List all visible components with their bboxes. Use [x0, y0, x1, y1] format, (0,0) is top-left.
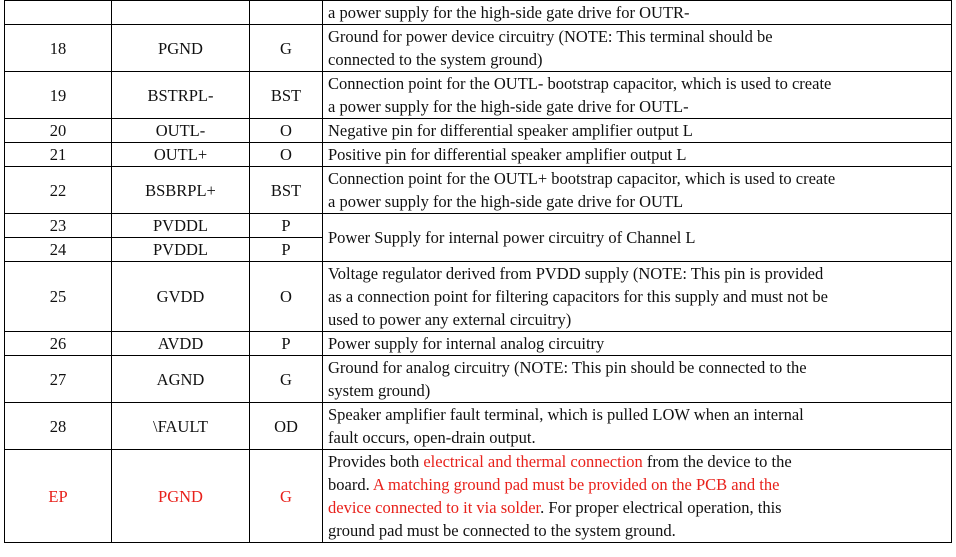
pin-description-cell — [323, 72, 952, 119]
pin-name-cell: AVDD — [112, 332, 250, 356]
table-row — [5, 25, 952, 72]
description-line — [328, 450, 946, 473]
table-row — [5, 143, 952, 167]
pin-type-cell: BST — [250, 72, 323, 119]
description-highlight-text: device connected to it via solder — [328, 498, 541, 517]
pin-number-cell: 23 — [5, 214, 112, 238]
table-row — [5, 72, 952, 119]
table-row — [5, 119, 952, 143]
description-line: Connection point for the OUTL+ bootstrap capacitor, which is used to create — [328, 169, 836, 188]
description-line: Ground for power device circuitry (NOTE: This terminal should be — [328, 27, 773, 46]
description-line: Power supply for internal analog circuitry — [328, 334, 605, 353]
table-row — [5, 262, 952, 332]
pin-name-cell: OUTL- — [112, 119, 250, 143]
pin-description-cell — [323, 119, 952, 143]
description-text: board. — [328, 475, 373, 494]
pin-name-cell: BSTRPL- — [112, 72, 250, 119]
pin-name-cell — [112, 1, 250, 25]
pin-type-cell: P — [250, 214, 323, 238]
pin-type-cell: O — [250, 119, 323, 143]
description-text: from the device to the — [642, 452, 792, 471]
table-row — [5, 332, 952, 356]
pin-type-cell: G — [250, 450, 323, 543]
pin-description-cell — [323, 25, 952, 72]
pin-description-cell — [323, 356, 952, 403]
description-highlight-text: electrical and thermal connection — [423, 452, 643, 471]
pin-name-cell: OUTL+ — [112, 143, 250, 167]
pin-number-cell: 20 — [5, 119, 112, 143]
pin-number-cell: 24 — [5, 238, 112, 262]
pin-description-cell — [323, 403, 952, 450]
pin-number-cell: 18 — [5, 25, 112, 72]
pin-number-cell: EP — [5, 450, 112, 543]
pin-name-cell: AGND — [112, 356, 250, 403]
description-line — [328, 473, 946, 496]
description-highlight-text: A matching ground pad must be provided on the PCB and the — [372, 475, 780, 494]
pin-description-cell — [323, 332, 952, 356]
table-row — [5, 403, 952, 450]
pin-type-cell: O — [250, 262, 323, 332]
description-line: system ground) — [328, 381, 431, 400]
description-line: Ground for analog circuitry (NOTE: This pin should be connected to the — [328, 358, 807, 377]
pin-name-cell: BSBRPL+ — [112, 167, 250, 214]
pin-name-cell: PGND — [112, 25, 250, 72]
pin-number-cell: 19 — [5, 72, 112, 119]
pin-name-cell: GVDD — [112, 262, 250, 332]
pin-number-cell — [5, 1, 112, 25]
pin-table-body — [5, 1, 952, 543]
description-line: used to power any external circuitry) — [328, 310, 572, 329]
pin-type-cell: OD — [250, 403, 323, 450]
description-text: ground pad must be connected to the system ground. — [328, 521, 676, 540]
description-line: Voltage regulator derived from PVDD supply (NOTE: This pin is provided — [328, 264, 824, 283]
pin-number-cell: 21 — [5, 143, 112, 167]
pin-type-cell: G — [250, 356, 323, 403]
pin-description-cell — [323, 214, 952, 262]
description-line: a power supply for the high-side gate drive for OUTL- — [328, 97, 689, 116]
pin-number-cell: 22 — [5, 167, 112, 214]
description-line: as a connection point for filtering capacitors for this supply and must not be — [328, 287, 828, 306]
pin-description-cell — [323, 450, 952, 543]
description-line: connected to the system ground) — [328, 50, 543, 69]
description-line: Power Supply for internal power circuitry of Channel L — [328, 228, 696, 247]
pin-number-cell: 26 — [5, 332, 112, 356]
pin-name-cell: PVDDL — [112, 214, 250, 238]
description-line: a power supply for the high-side gate drive for OUTR- — [328, 3, 690, 22]
pin-type-cell: BST — [250, 167, 323, 214]
pin-type-cell: P — [250, 332, 323, 356]
pin-number-cell: 27 — [5, 356, 112, 403]
table-row — [5, 167, 952, 214]
table-row — [5, 214, 952, 238]
description-line: Positive pin for differential speaker amplifier output L — [328, 145, 687, 164]
pin-description-table — [4, 0, 952, 543]
pin-description-cell — [323, 167, 952, 214]
description-line — [328, 496, 946, 519]
pin-description-cell — [323, 143, 952, 167]
description-text: Provides both — [328, 452, 424, 471]
pin-description-table-container — [4, 0, 952, 543]
description-line — [328, 519, 946, 542]
pin-type-cell: P — [250, 238, 323, 262]
table-row-continuation — [5, 1, 952, 25]
description-line: Connection point for the OUTL- bootstrap capacitor, which is used to create — [328, 74, 832, 93]
table-row — [5, 356, 952, 403]
pin-description-cell — [323, 262, 952, 332]
pin-name-cell: PVDDL — [112, 238, 250, 262]
table-row — [5, 450, 952, 543]
pin-name-cell: PGND — [112, 450, 250, 543]
pin-name-cell: \FAULT — [112, 403, 250, 450]
pin-description-cell — [323, 1, 952, 25]
description-line: fault occurs, open-drain output. — [328, 428, 536, 447]
pin-type-cell: G — [250, 25, 323, 72]
pin-type-cell — [250, 1, 323, 25]
description-line: Speaker amplifier fault terminal, which is pulled LOW when an internal — [328, 405, 804, 424]
description-text: . For proper electrical operation, this — [540, 498, 782, 517]
pin-number-cell: 28 — [5, 403, 112, 450]
description-line: a power supply for the high-side gate drive for OUTL — [328, 192, 684, 211]
pin-type-cell: O — [250, 143, 323, 167]
pin-number-cell: 25 — [5, 262, 112, 332]
description-line: Negative pin for differential speaker amplifier output L — [328, 121, 693, 140]
